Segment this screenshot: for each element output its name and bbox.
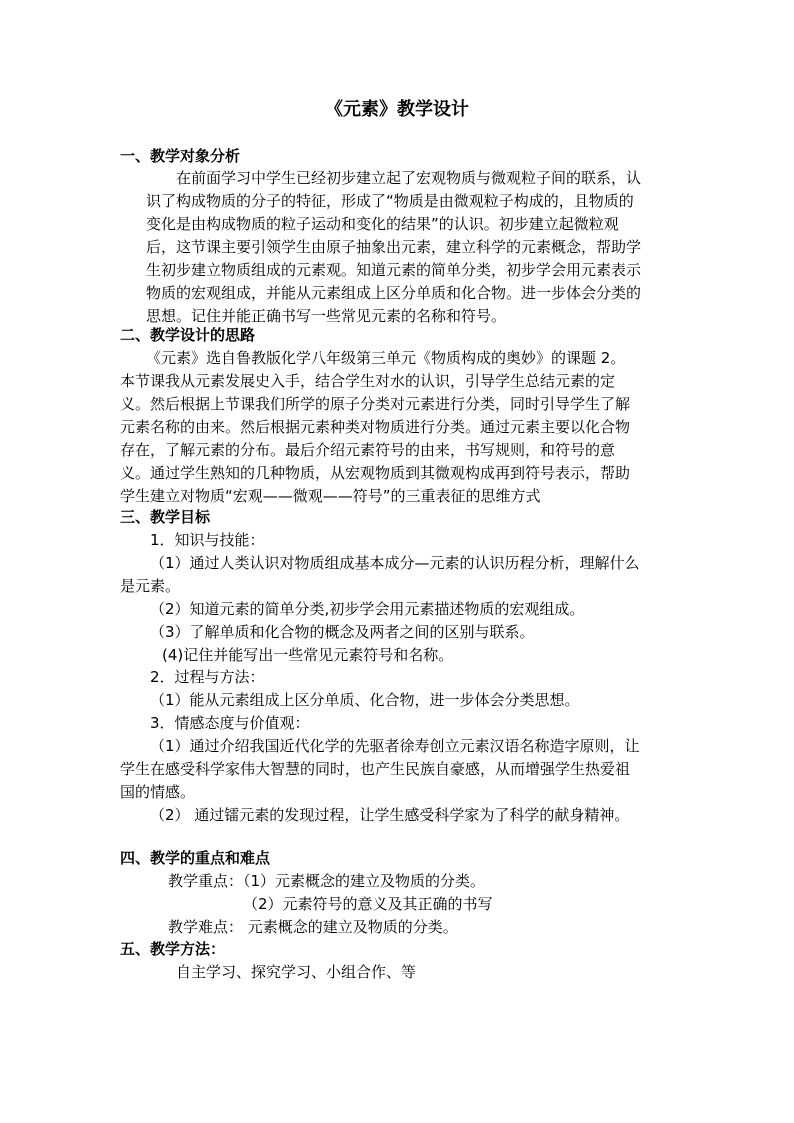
subheading-emotion: 3．情感态度与价值观： — [150, 714, 310, 732]
paragraph-line: 存在，了解元素的分布。最后介绍元素符号的由来，书写规则，和符号的意 — [120, 441, 616, 459]
section-heading-4: 四、教学的重点和难点 — [120, 849, 271, 867]
section-heading-5: 五、教学方法： — [120, 940, 226, 958]
paragraph-line: 后，这节课主要引领学生由原子抽象出元素，建立科学的元素概念，帮助学 — [146, 238, 642, 256]
key-point-line: 教学重点：（1）元素概念的建立及物质的分类。 — [168, 872, 486, 890]
document-title: 《元素》教学设计 — [325, 99, 469, 120]
key-point-line: （2）元素符号的意义及其正确的书写 — [243, 895, 493, 913]
objective-line: 学生在感受科学家伟大智慧的同时，也产生民族自豪感，从而增强学生热爱祖 — [120, 760, 631, 778]
paragraph-line: 本节课我从元素发展史入手，结合学生对水的认识，引导学生总结元素的定 — [120, 372, 616, 390]
objective-line: （1）通过介绍我国近代化学的先驱者徐寿创立元素汉语名称造字原则，让 — [150, 737, 640, 755]
paragraph-line: 变化是由构成物质的粒子运动和变化的结果”的认识。初步建立起微粒观 — [146, 215, 619, 233]
paragraph-line: 元素名称的由来。然后根据元素种类对物质进行分类。通过元素主要以化合物 — [120, 418, 631, 436]
paragraph-line: 义。通过学生熟知的几种物质，从宏观物质到其微观构成再到符号表示，帮助 — [120, 464, 631, 482]
subheading-knowledge: 1．知识与技能： — [150, 531, 265, 549]
paragraph-line: 思想。记住并能正确书写一些常见元素的名称和符号。 — [146, 307, 507, 325]
paragraph-line: 义。然后根据上节课我们所学的原子分类对元素进行分类，同时引导学生了解 — [120, 395, 631, 413]
section-heading-3: 三、教学目标 — [120, 508, 211, 526]
section-heading-2: 二、教学设计的思路 — [120, 326, 256, 344]
paragraph-line: 识了构成物质的分子的特征，形成了“物质是由微观粒子构成的，且物质的 — [146, 192, 634, 210]
objective-line: （3）了解单质和化合物的概念及两者之间的区别与联系。 — [150, 623, 535, 641]
objective-line: （1）通过人类认识对物质组成基本成分—元素的认识历程分析，理解什么 — [150, 554, 640, 572]
objective-line: （2） 通过镭元素的发现过程，让学生感受科学家为了科学的献身精神。 — [150, 806, 630, 824]
section-heading-1: 一、教学对象分析 — [120, 147, 241, 165]
paragraph-line: 生初步建立物质组成的元素观。知道元素的简单分类，初步学会用元素表示 — [146, 261, 642, 279]
objective-line: 是元素。 — [120, 577, 181, 595]
objective-line: 国的情感。 — [120, 783, 196, 801]
objective-line: （1）能从元素组成上区分单质、化合物，进一步体会分类思想。 — [150, 691, 580, 709]
paragraph-line: 学生建立对物质“宏观——微观——符号”的三重表征的思维方式 — [120, 487, 541, 505]
objective-line: (4)记住并能写出一些常见元素符号和名称。 — [162, 646, 454, 664]
subheading-process: 2．过程与方法： — [150, 668, 265, 686]
methods-line: 自主学习、探究学习、小组合作、等 — [176, 963, 417, 981]
paragraph-line: 在前面学习中学生已经初步建立起了宏观物质与微观粒子间的联系，认 — [176, 169, 642, 187]
paragraph-line: 物质的宏观组成，并能从元素组成上区分单质和化合物。进一步体会分类的 — [146, 284, 642, 302]
paragraph-line: 《元素》选自鲁教版化学八年级第三单元《物质构成的奥妙》的课题 2。 — [146, 349, 626, 367]
objective-line: （2）知道元素的简单分类,初步学会用元素描述物质的宏观组成。 — [150, 600, 585, 618]
difficulty-line: 教学难点： 元素概念的建立及物质的分类。 — [168, 918, 458, 936]
